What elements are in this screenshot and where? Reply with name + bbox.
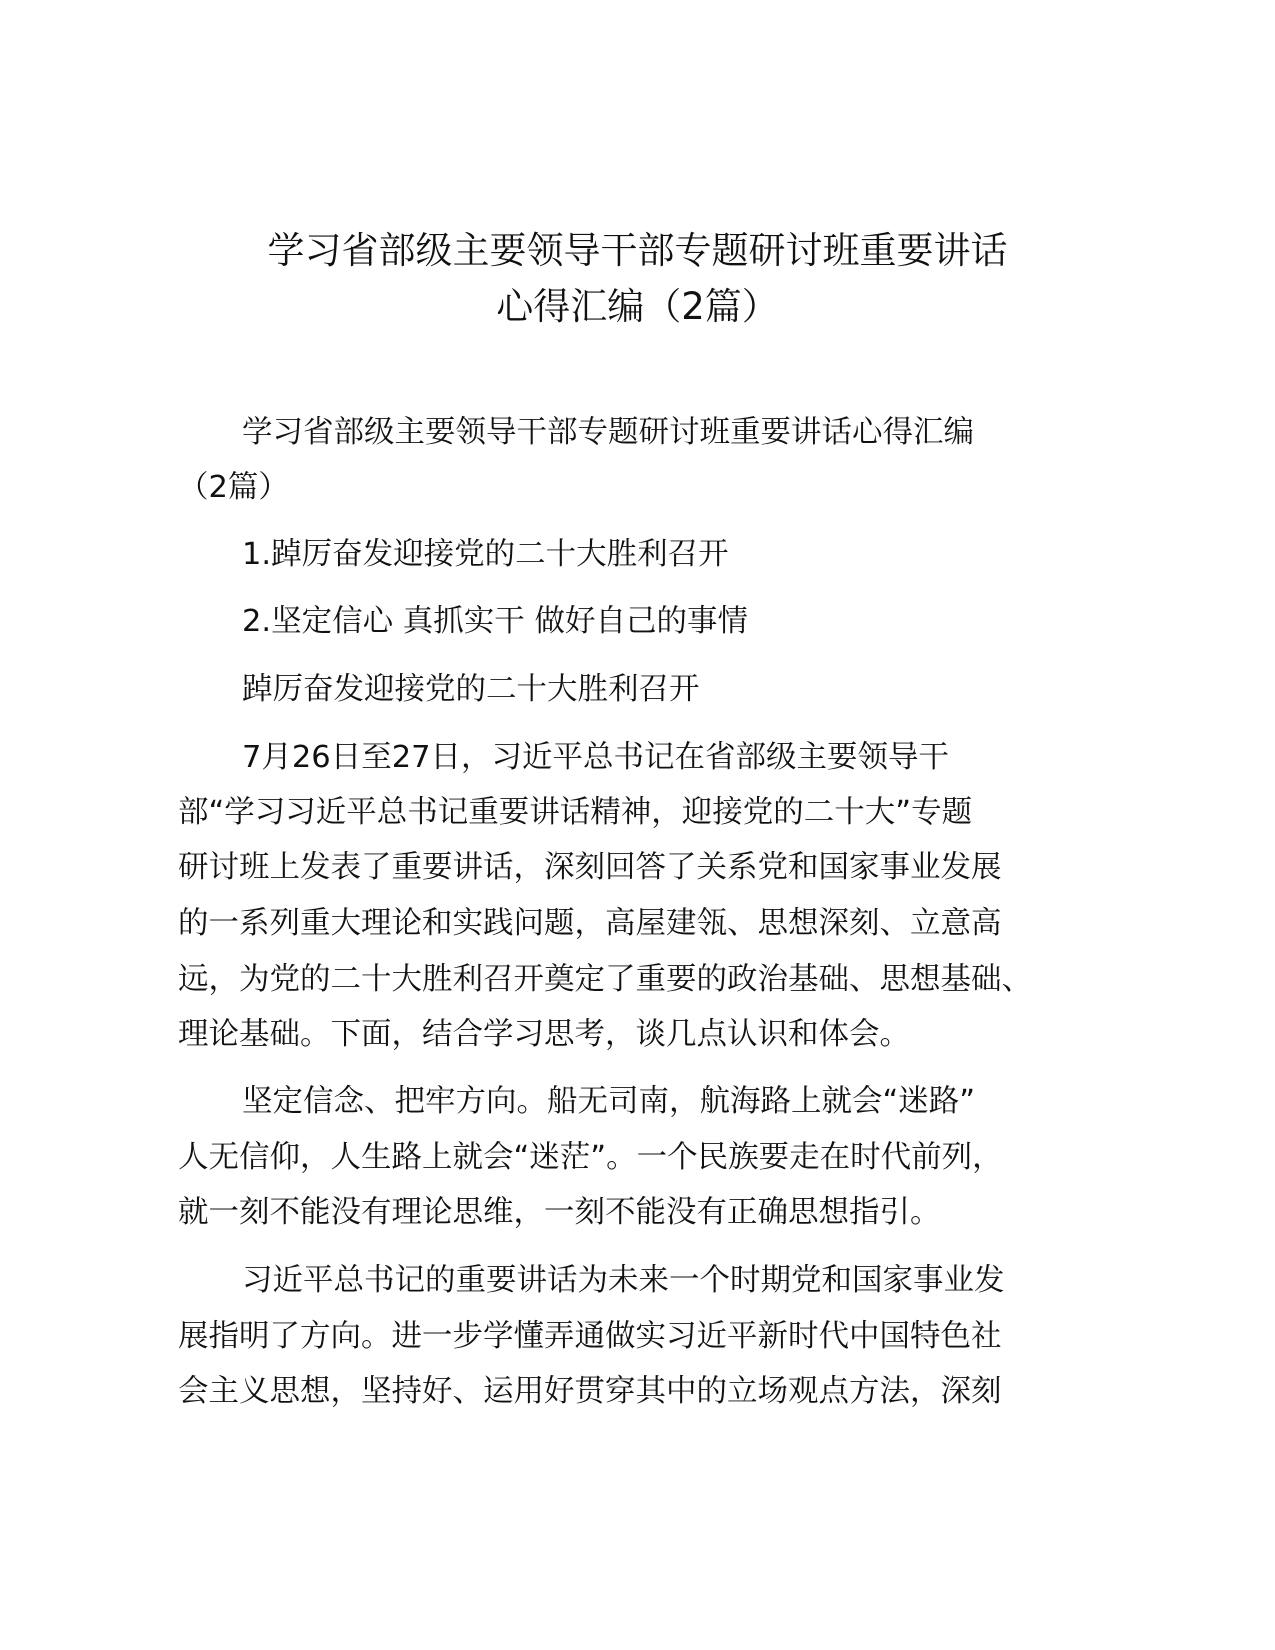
toc-item-2: 2.坚定信心 真抓实干 做好自己的事情 [242,604,748,639]
body-line: 会主义思想，坚持好、运用好贯穿其中的立场观点方法，深刻 [178,1374,1002,1409]
toc-item-1: 1.踔厉奋发迎接党的二十大胜利召开 [242,537,729,572]
body-line: 7月26日至27日，习近平总书记在省部级主要领导干 [242,740,950,775]
document-title-line-2: 心得汇编（2篇） [496,285,779,328]
document-title-line-1: 学习省部级主要领导干部专题研讨班重要讲话 [267,229,1008,272]
body-line: 习近平总书记的重要讲话为未来一个时期党和国家事业发 [242,1263,1005,1298]
body-line: 学习省部级主要领导干部专题研讨班重要讲话心得汇编 [242,415,974,450]
section-heading: 踔厉奋发迎接党的二十大胜利召开 [242,672,700,707]
body-line: 的一系列重大理论和实践问题，高屋建瓴、思想深刻、立意高 [178,906,1002,941]
body-line: 研讨班上发表了重要讲话，深刻回答了关系党和国家事业发展 [178,850,1002,885]
body-line: 理论基础。下面，结合学习思考，谈几点认识和体会。 [178,1017,910,1052]
body-line: 部“学习习近平总书记重要讲话精神，迎接党的二十大”专题 [178,795,973,830]
body-line: （2篇） [178,470,289,505]
body-line: 坚定信念、把牢方向。船无司南，航海路上就会“迷路” [242,1084,976,1119]
body-line: 就一刻不能没有理论思维，一刻不能没有正确思想指引。 [178,1195,941,1230]
body-line: 远，为党的二十大胜利召开奠定了重要的政治基础、思想基础、 [178,962,1032,997]
body-line: 人无信仰，人生路上就会“迷茫”。一个民族要走在时代前列， [178,1140,1003,1175]
body-line: 展指明了方向。进一步学懂弄通做实习近平新时代中国特色社 [178,1319,1002,1354]
